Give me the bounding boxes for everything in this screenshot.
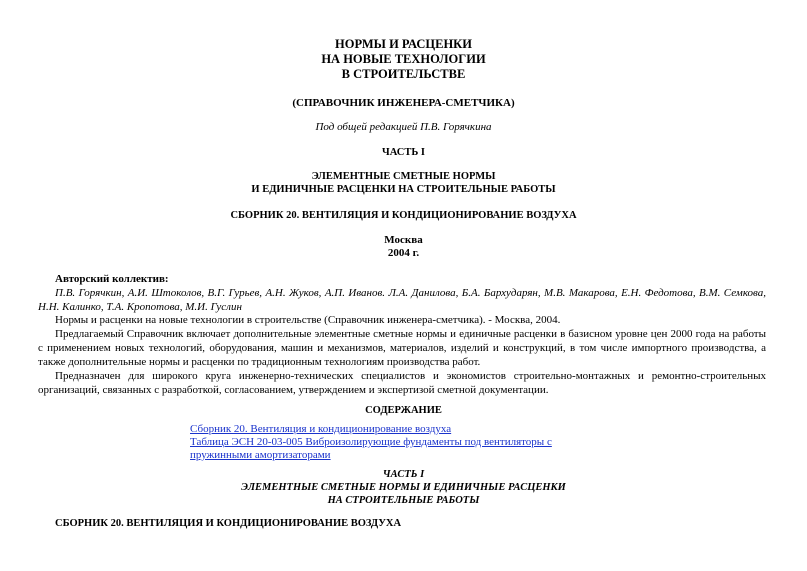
year: 2004 г.	[387, 247, 420, 259]
part-block	[0, 468, 807, 507]
section-title	[0, 170, 807, 196]
toc-link-table[interactable]: Таблица ЭСН 20-03-005 Виброизолирующие фундаменты под вентиляторы с	[190, 436, 552, 448]
title-line: НА НОВЫЕ ТЕХНОЛОГИИ	[321, 52, 486, 66]
city: Москва	[384, 234, 423, 246]
part-block-line: ЭЛЕМЕНТНЫЕ СМЕТНЫЕ НОРМЫ И ЕДИНИЧНЫЕ РАСЦЕНКИ	[241, 482, 566, 493]
authors-list	[38, 286, 766, 314]
paragraph-text: Предназначен для широкого круга инженерно-технических специалистов и экономистов строительно-монтажных и ремонтно-строительных организаций, связанных с разработкой, согласованием, утверждением и экспертизой сметной документации.	[38, 370, 766, 396]
authors-label: Авторский коллектив:	[55, 273, 169, 285]
collection-title: СБОРНИК 20. ВЕНТИЛЯЦИЯ И КОНДИЦИОНИРОВАНИЕ ВОЗДУХА	[230, 210, 577, 221]
toc-link-collection[interactable]: Сборник 20. Вентиляция и кондиционирование воздуха	[190, 423, 452, 435]
document-subtitle: (СПРАВОЧНИК ИНЖЕНЕРА-СМЕТЧИКА)	[292, 97, 515, 109]
section-title-line: И ЕДИНИЧНЫЕ РАСЦЕНКИ НА СТРОИТЕЛЬНЫЕ РАБОТЫ	[251, 184, 556, 195]
title-line: НОРМЫ И РАСЦЕНКИ	[335, 37, 472, 51]
table-of-contents	[190, 423, 610, 462]
part-block-line: НА СТРОИТЕЛЬНЫЕ РАБОТЫ	[327, 495, 480, 506]
editor-line: Под общей редакцией П.В. Горячкина	[315, 121, 492, 133]
document-title	[0, 37, 807, 82]
authors-names: П.В. Горячкин, А.И. Штоколов, В.Г. Гурьев, А.Н. Жуков, А.П. Иванов. Л.А. Данилова, Б.А. Бархударян, М.В. Макарова, Е.Н. Федотова, В.М. Семкова, Н.Н. Калинко, Т.А. Кропотова, М.И. Гуслин	[38, 287, 766, 313]
publication-place	[0, 234, 807, 260]
title-line: В СТРОИТЕЛЬСТВЕ	[341, 67, 466, 81]
paragraph	[38, 369, 766, 397]
paragraph-text: Нормы и расценки на новые технологии в строительстве (Справочник инженера-сметчика). - Москва, 2004.	[55, 314, 561, 326]
paragraph-text: Предлагаемый Справочник включает дополнительные элементные сметные нормы и единичные расценки в базисном уровне цен 2000 года на работы с применением новых технологий, оборудования, машин и механизмов, материалов, изделий и конструкций, в том числе импортного производства, а также дополнительные нормы и расценки по традиционным технологиям производства работ.	[38, 328, 766, 368]
paragraph	[38, 327, 766, 369]
collection-heading: СБОРНИК 20. ВЕНТИЛЯЦИЯ И КОНДИЦИОНИРОВАНИЕ ВОЗДУХА	[55, 518, 402, 529]
part-block-heading: ЧАСТЬ I	[382, 469, 425, 480]
section-title-line: ЭЛЕМЕНТНЫЕ СМЕТНЫЕ НОРМЫ	[311, 171, 496, 182]
part-heading: ЧАСТЬ I	[381, 147, 425, 158]
toc-link-table-continued[interactable]: пружинными амортизаторами	[190, 449, 331, 461]
paragraph	[38, 313, 766, 327]
toc-heading: СОДЕРЖАНИЕ	[365, 405, 442, 416]
